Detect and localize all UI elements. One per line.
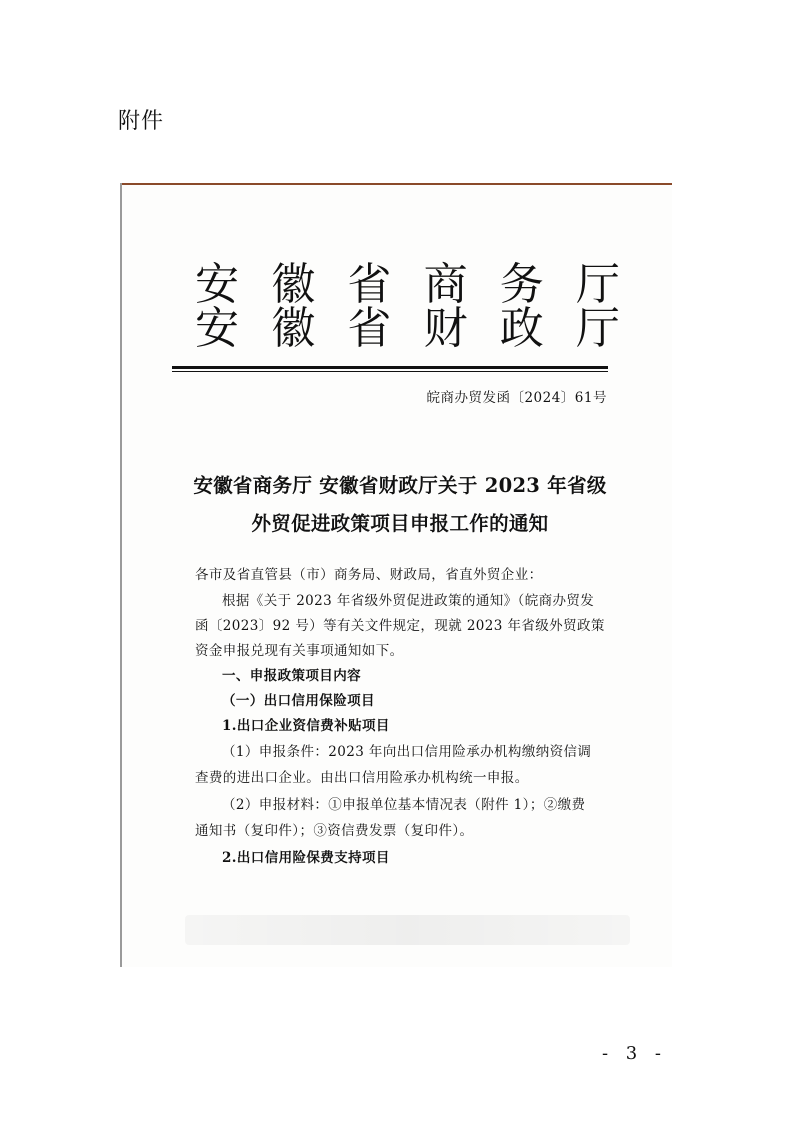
scan-top-edge [120,183,672,185]
org-char: 厅 [575,303,620,354]
org-char: 徽 [271,259,316,310]
issuing-org-line-2 [195,303,620,354]
org-char: 财 [423,303,468,354]
org-char: 政 [499,303,544,354]
org-char: 厅 [575,259,620,310]
page-number: - 3 - [601,1043,667,1064]
paragraph-line: （1）申报条件：2023 年向出口信用险承办机构缴纳资信调 [222,744,592,760]
paragraph-line: 函〔2023〕92 号）等有关文件规定，现就 2023 年省级外贸政策 [195,618,605,634]
salutation: 各市及省直管县（市）商务局、财政局，省直外贸企业： [195,567,543,583]
org-char: 安 [195,303,239,354]
org-char: 务 [499,259,544,310]
paragraph-line: （2）申报材料：①申报单位基本情况表（附件 1）；②缴费 [222,797,586,813]
org-char: 商 [423,259,468,310]
document-title-line-2: 外贸促进政策项目申报工作的通知 [251,512,549,535]
org-char: 徽 [271,303,316,354]
document-title-line-1: 安徽省商务厅 安徽省财政厅关于 2023 年省级 [193,474,607,497]
header-rule-thick [172,366,608,369]
item-heading: 1.出口企业资信费补贴项目 [222,718,390,734]
header-rule-thin [172,371,608,372]
org-char: 省 [347,259,392,310]
paragraph-line: 通知书（复印件）；③资信费发票（复印件）。 [195,823,474,839]
paragraph-line: 查费的进出口企业。由出口信用险承办机构统一申报。 [195,770,529,786]
org-char: 安 [195,259,239,310]
item-heading: 2.出口信用险保费支持项目 [222,850,390,866]
scan-left-edge [120,183,122,967]
issuing-org-line-1 [195,259,620,310]
subsection-heading: （一）出口信用保险项目 [222,693,375,709]
org-char: 省 [347,303,392,354]
document-number: 皖商办贸发函〔2024〕61号 [426,390,607,406]
section-heading: 一、申报政策项目内容 [222,668,361,684]
scan-faded-area [185,915,630,945]
paragraph-line: 资金申报兑现有关事项通知如下。 [195,643,404,659]
attachment-label: 附件 [118,109,165,134]
paragraph-line: 根据《关于 2023 年省级外贸促进政策的通知》（皖商办贸发 [222,593,595,609]
